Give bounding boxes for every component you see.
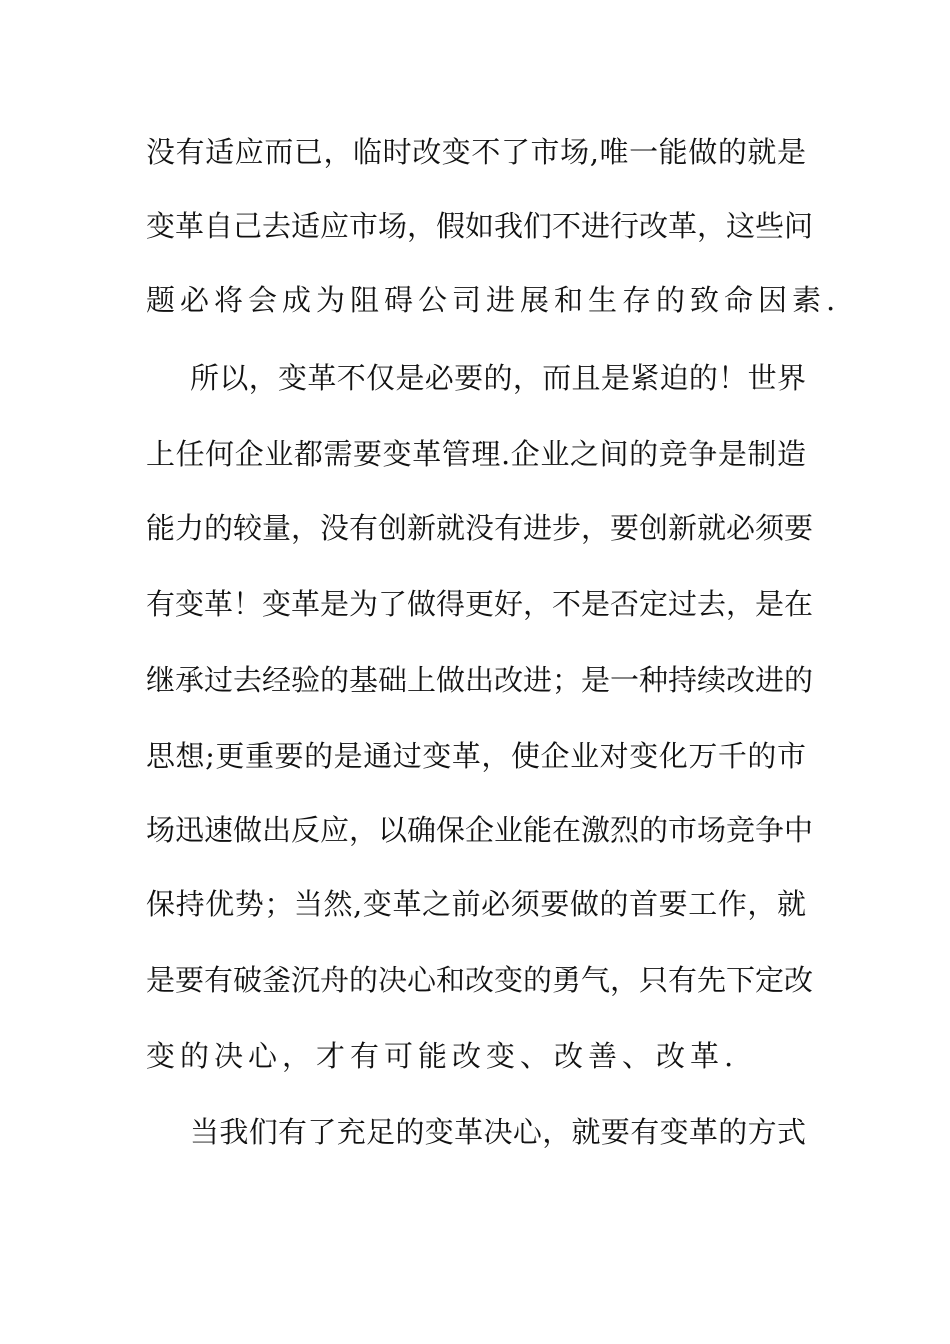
paragraph-1-line-2: 变革自己去适应市场，假如我们不进行改革，这些问: [146, 209, 814, 243]
paragraph-2-line-7: 场迅速做出反应，以确保企业能在激烈的市场竞争中: [146, 813, 814, 847]
paragraph-2-line-4: 有变革！变革是为了做得更好，不是否定过去，是在: [146, 587, 814, 621]
paragraph-2-line-10: 变的决心，才有可能改变、改善、改革.: [146, 1039, 739, 1073]
paragraph-2-line-1: 所以，变革不仅是必要的，而且是紧迫的！世界: [190, 361, 806, 395]
paragraph-3-line-1: 当我们有了充足的变革决心，就要有变革的方式: [190, 1115, 806, 1149]
paragraph-2-line-5: 继承过去经验的基础上做出改进；是一种持续改进的: [146, 663, 814, 697]
paragraph-2-line-3: 能力的较量，没有创新就没有进步，要创新就必须要: [146, 511, 814, 545]
paragraph-2-line-6: 思想;更重要的是通过变革，使企业对变化万千的市: [146, 739, 806, 773]
paragraph-1-line-3: 题必将会成为阻碍公司进展和生存的致命因素.: [146, 283, 841, 317]
paragraph-1-line-1: 没有适应而已，临时改变不了市场,唯一能做的就是: [146, 135, 806, 169]
paragraph-2-line-2: 上任何企业都需要变革管理.企业之间的竞争是制造: [146, 437, 806, 471]
paragraph-2-line-9: 是要有破釜沉舟的决心和改变的勇气，只有先下定改: [146, 963, 814, 997]
paragraph-2-line-8: 保持优势；当然,变革之前必须要做的首要工作，就: [146, 887, 806, 921]
